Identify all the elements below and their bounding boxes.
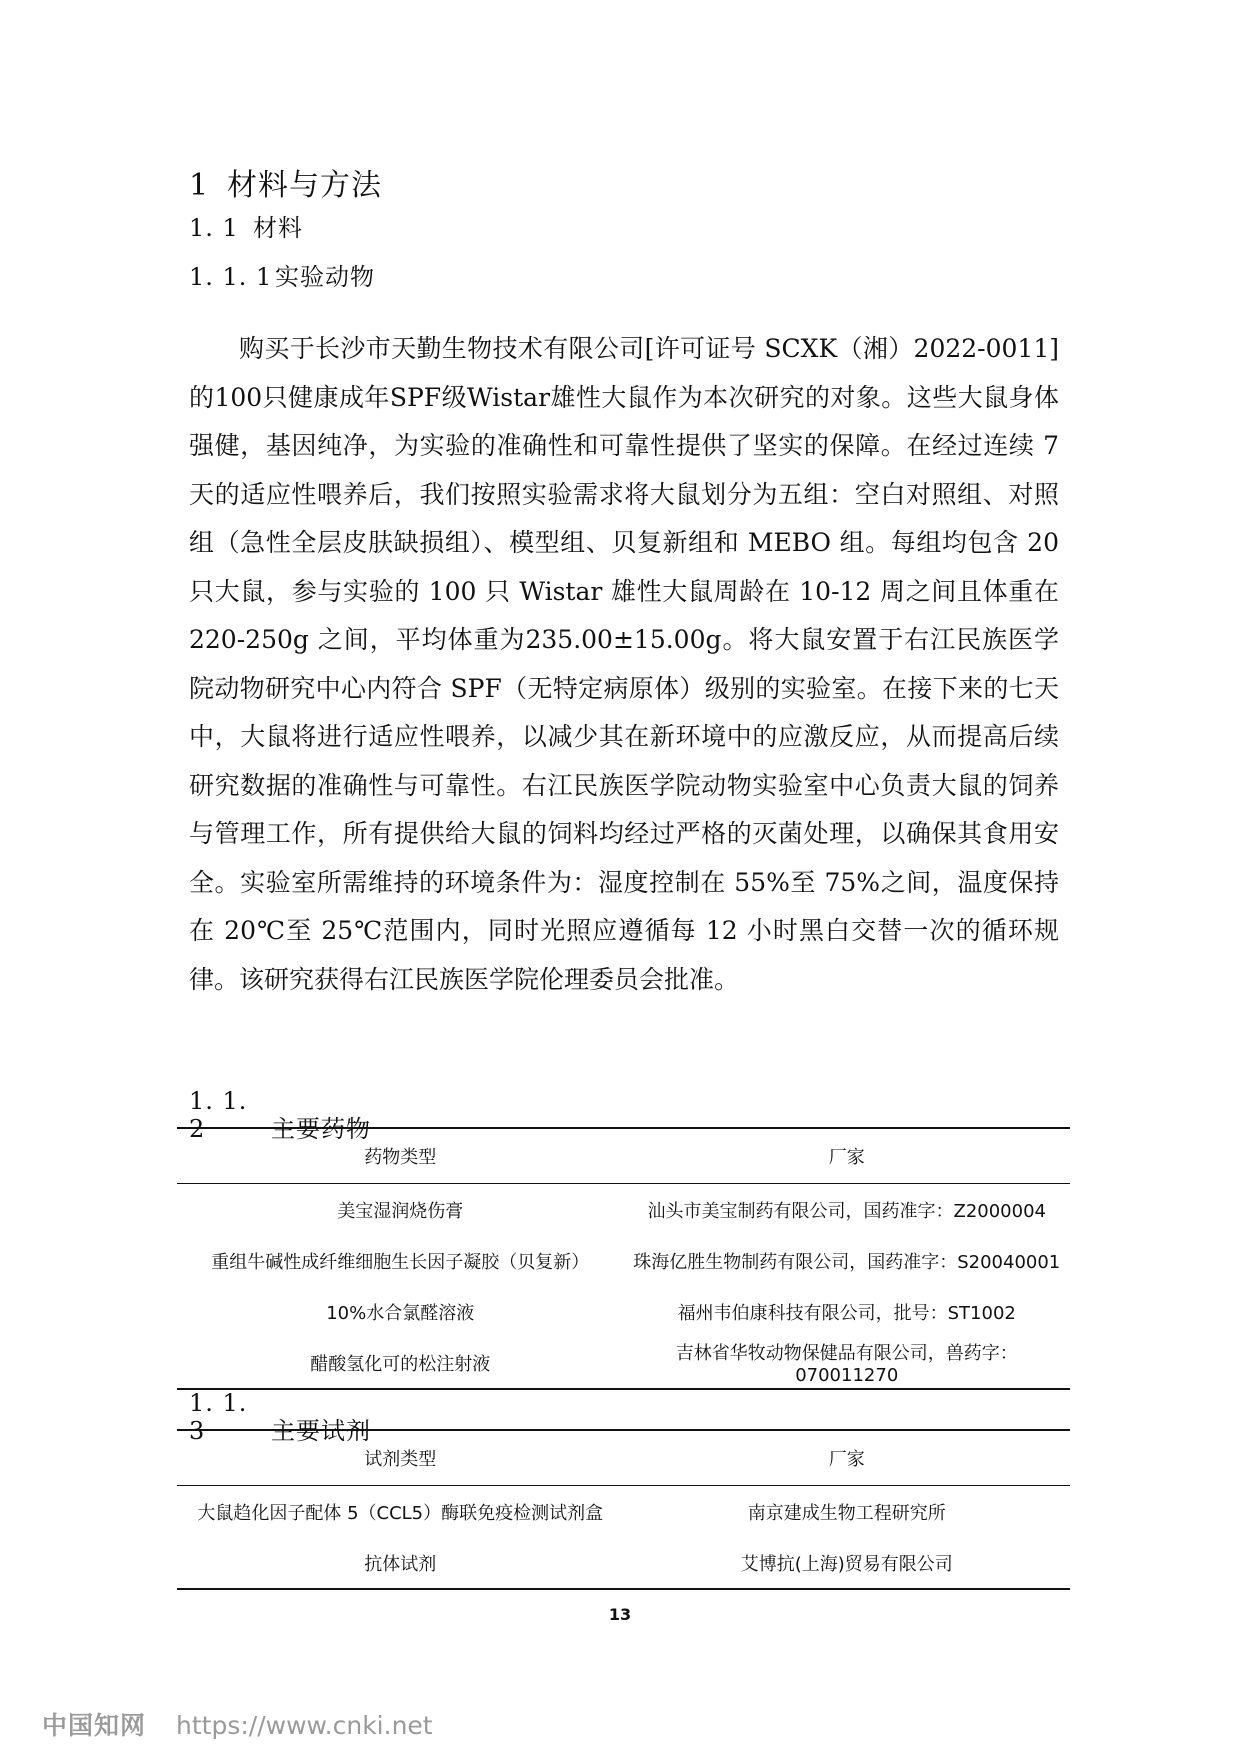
manufacturer-cell: 珠海亿胜生物制药有限公司，国药准字：S20040001 <box>633 1251 1061 1273</box>
manufacturer-cell: 南京建成生物工程研究所 <box>747 1502 946 1524</box>
table-row <box>177 1337 1070 1389</box>
table-row <box>177 1235 1070 1286</box>
table-row <box>177 1486 1070 1538</box>
table-header-cell: 试剂类型 <box>364 1449 437 1470</box>
drug-name-cell: 重组牛碱性成纤维细胞生长因子凝胶（贝复新） <box>211 1251 590 1273</box>
animals-paragraph: 购买于长沙市天勤生物技术有限公司[许可证号 SCXK（湘）2022-0011]的100只健康成年SPF级Wistar雄性大鼠作为本次研究的对象。这些大鼠身体强健，基因纯净，为实验的准确性和可靠性提供了坚实的保障。在经过连续 7 天的适应性喂养后，我们按照实验需求将大鼠划分为五组：空白对照组、对照组（急性全层皮肤缺损组）、模型组、贝复新组和 MEBO 组。每组均包含 20 只大鼠，参与实验的 100 只 Wistar 雄性大鼠周龄在 10-12 周之间且体重在 220-250g 之间，平均体重为235.00±15.00g。将大鼠安置于右江民族医学院动物研究中心内符合 SPF（无特定病原体）级别的实验室。在接下来的七天中，大鼠将进行适应性喂养，以减少其在新环境中的应激反应，从而提高后续研究数据的准确性与可靠性。右江民族医学院动物实验室中心负责大鼠的饲养与管理工作，所有提供给大鼠的饲料均经过严格的灭菌处理，以确保其食用安全。实验室所需维持的环境条件为：湿度控制在 55%至 75%之间，温度保持在 20℃至 25℃范围内，同时光照应遵循每 12 小时黑白交替一次的循环规律。该研究获得右江民族医学院伦理委员会批准。 <box>189 334 1059 994</box>
table-header-row <box>177 1128 1070 1184</box>
table-row <box>177 1184 1070 1236</box>
subsection-number: 1. 1. 2 <box>189 1087 248 1143</box>
reagent-name-cell: 大鼠趋化因子配体 5（CCL5）酶联免疫检测试剂盒 <box>197 1502 604 1524</box>
subsection-title: 实验动物 <box>275 263 375 291</box>
cnki-watermark <box>42 1706 433 1742</box>
subsection-heading-materials <box>189 208 303 243</box>
drug-name-cell: 美宝湿润烧伤膏 <box>337 1200 464 1222</box>
watermark-brand: 中国知网 <box>42 1711 147 1740</box>
table-header-row <box>177 1430 1070 1486</box>
page-number: 13 <box>608 1605 632 1624</box>
manufacturer-cell: 福州韦伯康科技有限公司，批号：ST1002 <box>677 1302 1016 1324</box>
section-heading <box>189 160 382 204</box>
reagent-table <box>177 1429 1070 1590</box>
manufacturer-cell: 艾博抗(上海)贸易有限公司 <box>740 1553 953 1575</box>
subsection-title: 主要试剂 <box>271 1417 371 1445</box>
subsection-number: 1. 1. 3 <box>189 1389 248 1445</box>
manufacturer-cell: 汕头市美宝制药有限公司，国药准字：Z2000004 <box>647 1200 1046 1222</box>
subsection-number: 1. 1 <box>189 214 239 242</box>
reagent-name-cell: 抗体试剂 <box>364 1553 437 1575</box>
drug-table <box>177 1127 1070 1390</box>
subsection-number: 1. 1. 1 <box>189 263 273 291</box>
subsection-title: 材料 <box>253 214 303 242</box>
table-row <box>177 1286 1070 1337</box>
table-row <box>177 1537 1070 1589</box>
subsection-title: 主要药物 <box>271 1115 371 1143</box>
section-title: 材料与方法 <box>227 168 382 203</box>
subsection-heading-animals <box>189 257 375 292</box>
manufacturer-cell: 吉林省华牧动物保健品有限公司，兽药字：070011270 <box>675 1343 1018 1386</box>
drug-name-cell: 10%水合氯醛溶液 <box>326 1302 475 1324</box>
section-number: 1 <box>189 168 210 203</box>
table-header-cell: 厂家 <box>828 1449 865 1470</box>
table-header-cell: 厂家 <box>828 1147 865 1168</box>
watermark-url: https://www.cnki.net <box>176 1711 433 1740</box>
drug-name-cell: 醋酸氢化可的松注射液 <box>310 1353 491 1375</box>
table-header-cell: 药物类型 <box>364 1147 437 1168</box>
